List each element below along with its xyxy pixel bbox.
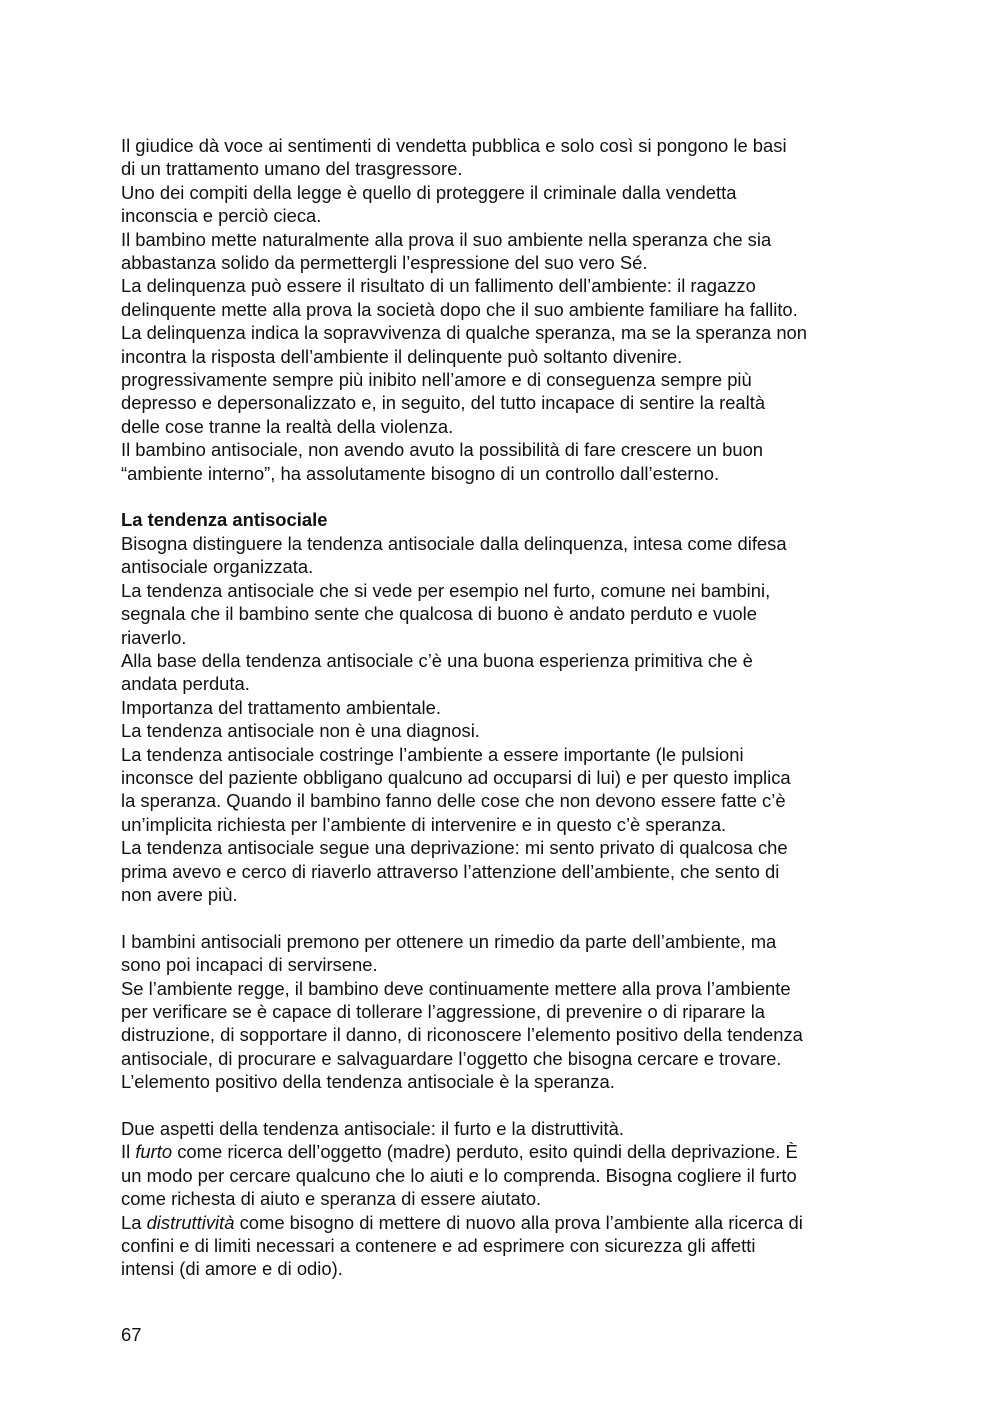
blank-line: [121, 906, 891, 929]
text-line: “ambiente interno”, ha assolutamente bisogno di un controllo dall’esterno.: [121, 462, 720, 484]
text-line: abbastanza solido da permettergli l’espressione del suo vero Sé.: [121, 252, 648, 274]
text-line: Bisogna distinguere la tendenza antisociale dalla delinquenza, intesa come difesa: [121, 532, 787, 554]
text-line: antisociale organizzata.: [121, 556, 314, 578]
text-line: la speranza. Quando il bambino fanno delle cose che non devono essere fatte c’è: [121, 790, 786, 812]
text-run: Il: [121, 1141, 136, 1163]
text-line: inconsce del paziente obbligano qualcuno ad occuparsi di lui) e per questo implica: [121, 766, 791, 788]
text-line: non avere più.: [121, 883, 238, 905]
text-line: Se l’ambiente regge, il bambino deve continuamente mettere alla prova l’ambiente: [121, 977, 791, 999]
text-line: progressivamente sempre più inibito nell’amore e di conseguenza sempre più: [121, 369, 752, 391]
document-body: [121, 134, 891, 1281]
text-line: come richesta di aiuto e speranza di essere aiutato.: [121, 1188, 542, 1210]
text-line: Uno dei compiti della legge è quello di proteggere il criminale dalla vendetta: [121, 181, 737, 203]
text-run: come bisogno di mettere di nuovo alla prova l’ambiente alla ricerca di: [234, 1211, 803, 1233]
text-line: La delinquenza indica la sopravvivenza di qualche speranza, ma se la speranza non: [121, 322, 808, 344]
text-line: [121, 1140, 891, 1163]
text-line: La tendenza antisociale non è una diagnosi.: [121, 720, 480, 742]
text-line: di un trattamento umano del trasgressore.: [121, 158, 463, 180]
text-line: La tendenza antisociale costringe l’ambiente a essere importante (le pulsioni: [121, 743, 744, 765]
text-line: andata perduta.: [121, 673, 250, 695]
text-line: un’implicita richiesta per l’ambiente di intervenire e in questo c’è speranza.: [121, 813, 727, 835]
text-line: L’elemento positivo della tendenza antisociale è la speranza.: [121, 1071, 615, 1093]
text-line: [121, 1211, 891, 1234]
text-line: per verificare se è capace di tollerare l’aggressione, di prevenire o di riparare la: [121, 1001, 766, 1022]
text-run: La: [121, 1211, 147, 1233]
text-line: riaverlo.: [121, 626, 187, 648]
italic-term-distruttivita: distruttività: [146, 1211, 235, 1233]
text-line: distruzione, di sopportare il danno, di riconoscere l’elemento positivo della tendenza: [121, 1024, 803, 1046]
page-number: 67: [121, 1324, 142, 1345]
text-line: un modo per cercare qualcuno che lo aiuti e lo comprenda. Bisogna cogliere il furto: [121, 1164, 797, 1186]
blank-line: [121, 1094, 891, 1117]
blank-line: [121, 485, 891, 508]
text-line: La delinquenza può essere il risultato di un fallimento dell’ambiente: il ragazzo: [121, 275, 756, 297]
text-line: incontra la risposta dell’ambiente il delinquente può soltanto divenire.: [121, 345, 683, 367]
text-line: prima avevo e cerco di riaverlo attraverso l’attenzione dell’ambiente, che sento di: [121, 860, 780, 882]
text-line: Alla base della tendenza antisociale c’è una buona esperienza primitiva che è: [121, 649, 753, 671]
text-line: La tendenza antisociale che si vede per esempio nel furto, comune nei bambini,: [121, 579, 771, 601]
text-run: come ricerca dell’oggetto (madre) perduto, esito quindi della deprivazione. È: [172, 1141, 798, 1163]
text-line: confini e di limiti necessari a contenere e ad esprimere con sicurezza gli affetti: [121, 1235, 756, 1257]
text-line: Importanza del trattamento ambientale.: [121, 696, 441, 718]
text-line: inconscia e perciò cieca.: [121, 205, 322, 227]
text-line: depresso e depersonalizzato e, in seguito, del tutto incapace di sentire la realtà: [121, 392, 766, 414]
text-line: delinquente mette alla prova la società dopo che il suo ambiente familiare ha fallito.: [121, 298, 798, 320]
section-heading: La tendenza antisociale: [121, 509, 328, 531]
text-line: Il giudice dà voce ai sentimenti di vendetta pubblica e solo così si pongono le basi: [121, 135, 787, 156]
italic-term-furto: furto: [135, 1141, 173, 1163]
text-line: Il bambino antisociale, non avendo avuto la possibilità di fare crescere un buon: [121, 439, 764, 461]
text-line: I bambini antisociali premono per ottenere un rimedio da parte dell’ambiente, ma: [121, 930, 777, 952]
text-line: segnala che il bambino sente che qualcosa di buono è andato perduto e vuole: [121, 603, 757, 625]
text-line: delle cose tranne la realtà della violenza.: [121, 415, 454, 437]
text-line: Il bambino mette naturalmente alla prova il suo ambiente nella speranza che sia: [121, 228, 772, 250]
text-line: Due aspetti della tendenza antisociale: il furto e la distruttività.: [121, 1118, 624, 1140]
text-line: sono poi incapaci di servirsene.: [121, 954, 378, 976]
text-line: intensi (di amore e di odio).: [121, 1258, 343, 1280]
text-line: antisociale, di procurare e salvaguardare l’oggetto che bisogna cercare e trovare.: [121, 1047, 782, 1069]
text-line: La tendenza antisociale segue una deprivazione: mi sento privato di qualcosa che: [121, 837, 788, 859]
